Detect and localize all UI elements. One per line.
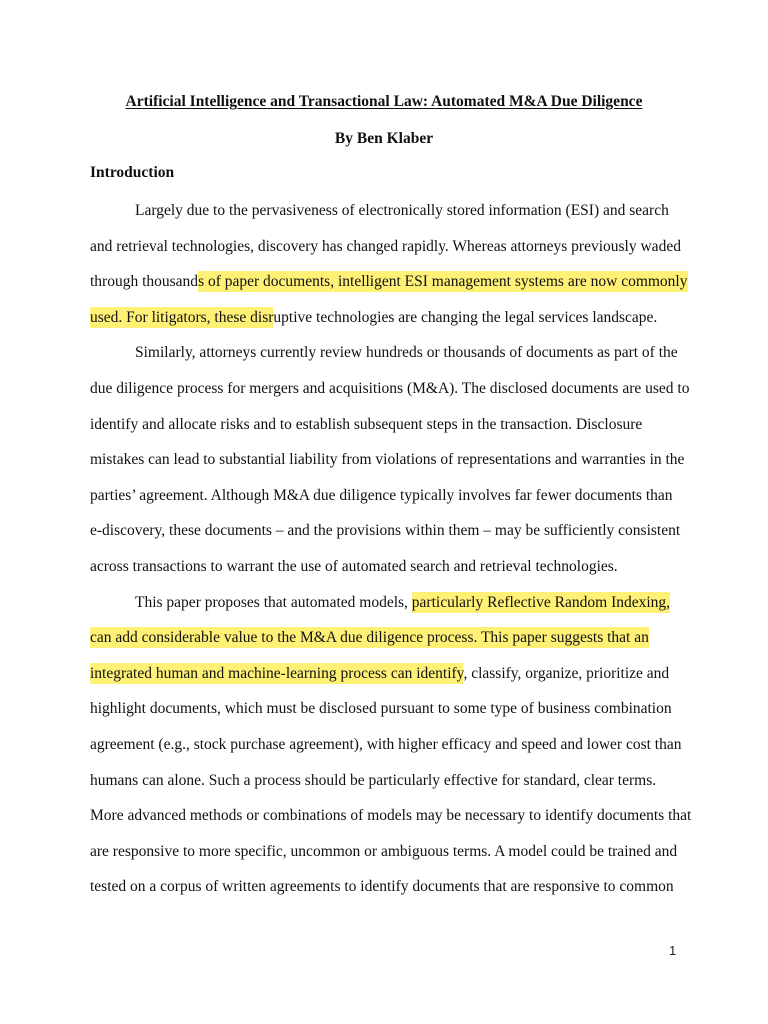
text-segment: This paper proposes that automated models, — [135, 593, 412, 611]
text-line — [135, 342, 678, 364]
text-line — [135, 592, 670, 614]
text-line — [135, 200, 669, 222]
text-line — [90, 734, 681, 756]
text-line — [90, 627, 649, 649]
text-segment: are responsive to more specific, uncommon or ambiguous terms. A model could be trained and — [90, 842, 678, 860]
author-byline: By Ben Klaber — [334, 130, 434, 147]
highlighted-text: can add considerable value to the M&A due diligence process. This paper suggests that an — [90, 629, 649, 647]
text-line — [90, 770, 656, 792]
text-line — [90, 414, 642, 436]
text-line — [90, 805, 691, 827]
page-number: 1 — [669, 943, 677, 958]
document-title: Artificial Intelligence and Transactional Law: Automated M&A Due Diligence — [125, 93, 643, 110]
text-segment: parties’ agreement. Although M&A due diligence typically involves far fewer documents than — [90, 486, 673, 504]
text-segment: and retrieval technologies, discovery has changed rapidly. Whereas attorneys previously waded — [90, 237, 681, 255]
section-heading: Introduction — [90, 164, 175, 181]
text-segment: through thousand — [90, 273, 199, 291]
text-segment: humans can alone. Such a process should be particularly effective for standard, clear terms. — [90, 771, 657, 789]
highlighted-text: integrated human and machine-learning process can identify — [90, 664, 464, 682]
text-segment: , classify, organize, prioritize and — [463, 664, 670, 682]
text-segment: mistakes can lead to substantial liability from violations of representations and warranties in the — [90, 451, 685, 469]
text-line — [90, 485, 673, 507]
highlighted-text: used. For litigators, these disr — [90, 308, 274, 326]
text-line — [90, 307, 657, 329]
highlighted-text: particularly Reflective Random Indexing, — [411, 593, 671, 611]
text-line — [90, 378, 689, 400]
text-segment: Similarly, attorneys currently review hundreds or thousands of documents as part of the — [135, 344, 678, 362]
text-line — [90, 841, 677, 863]
text-segment: highlight documents, which must be disclosed pursuant to some type of business combination — [90, 700, 672, 718]
text-line — [90, 520, 680, 542]
text-segment: uptive technologies are changing the legal services landscape. — [273, 308, 658, 326]
text-line — [90, 663, 669, 685]
text-segment: agreement (e.g., stock purchase agreement), with higher efficacy and speed and lower cost than — [90, 736, 682, 753]
text-segment: due diligence process for mergers and acquisitions (M&A). The disclosed documents are used to — [90, 380, 690, 397]
text-segment: e-discovery, these documents – and the provisions within them – may be sufficiently consistent — [90, 522, 681, 540]
text-line — [90, 876, 674, 898]
text-segment: More advanced methods or combinations of models may be necessary to identify documents that — [90, 807, 692, 825]
text-segment: tested on a corpus of written agreements to identify documents that are responsive to common — [90, 878, 674, 896]
text-line — [90, 698, 672, 720]
text-line — [90, 449, 684, 471]
text-segment: Largely due to the pervasiveness of electronically stored information (ESI) and search — [135, 202, 669, 219]
text-line — [90, 556, 618, 578]
text-segment: identify and allocate risks and to establish subsequent steps in the transaction. Disclosure — [90, 415, 643, 433]
text-line — [90, 236, 681, 258]
highlighted-text: s of paper documents, intelligent ESI management systems are now commonly — [198, 273, 688, 291]
text-line — [90, 271, 688, 293]
text-segment: across transactions to warrant the use of automated search and retrieval technologies. — [90, 558, 618, 575]
